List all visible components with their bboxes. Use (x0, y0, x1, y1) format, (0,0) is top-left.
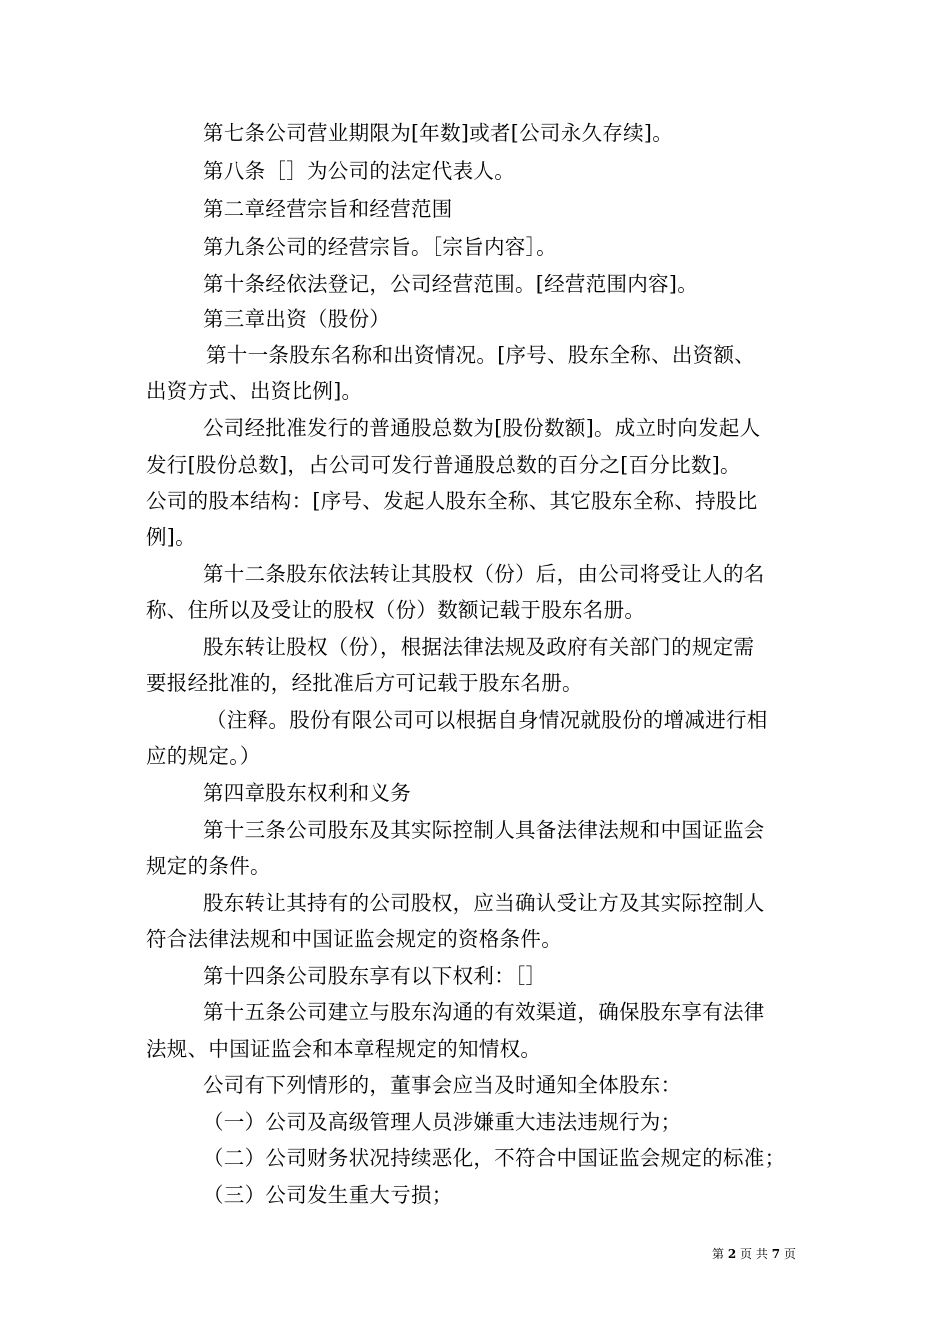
article-10-line: 第十条经依法登记，公司经营范围。[经营范围内容]。 (203, 272, 698, 296)
article-11-line-1: 第十一条股东名称和出资情况。[序号、股东全称、出资额、 (206, 343, 756, 367)
transferee-line-2: 符合法律法规和中国证监会规定的资格条件。 (146, 927, 562, 951)
footer-total-pages: 7 (771, 1247, 781, 1261)
article-14-line: 第十四条公司股东享有以下权利：［］ (203, 964, 547, 988)
share-issue-line-1: 公司经批准发行的普通股总数为[股份数额]。成立时向发起人 (203, 416, 761, 440)
article-13-line-1: 第十三条公司股东及其实际控制人具备法律法规和中国证监会 (203, 818, 765, 842)
article-12-line-2: 称、住所以及受让的股权（份）数额记载于股东名册。 (146, 598, 646, 622)
chapter-3-heading: 第三章出资（股份） (203, 307, 391, 331)
transfer-approval-line-2: 要报经批准的，经批准后方可记载于股东名册。 (146, 671, 583, 695)
article-11-line-2: 出资方式、出资比例]。 (146, 379, 363, 403)
chapter-4-heading: 第四章股东权利和义务 (203, 781, 411, 805)
article-15-line-2: 法规、中国证监会和本章程规定的知情权。 (146, 1037, 542, 1061)
notice-item-3: （三）公司发生重大亏损； (203, 1183, 453, 1207)
article-9-line: 第九条公司的经营宗旨。［宗旨内容］。 (203, 235, 557, 259)
share-structure-line-2: 例]。 (146, 525, 196, 549)
transferee-line-1: 股东转让其持有的公司股权，应当确认受让方及其实际控制人 (203, 891, 765, 915)
share-issue-line-2: 发行[股份总数]，占公司可发行普通股总数的百分之[百分比数]。 (146, 453, 741, 477)
chapter-2-heading: 第二章经营宗旨和经营范围 (203, 197, 453, 221)
notice-intro-line: 公司有下列情形的，董事会应当及时通知全体股东： (203, 1073, 682, 1097)
notice-item-2: （二）公司财务状况持续恶化，不符合中国证监会规定的标准； (203, 1146, 786, 1170)
footer-prefix: 第 (712, 1247, 725, 1261)
footer-middle: 页 共 (740, 1247, 768, 1261)
article-7-line: 第七条公司营业期限为[年数]或者[公司永久存续]。 (203, 121, 673, 145)
article-15-line-1: 第十五条公司建立与股东沟通的有效渠道，确保股东享有法律 (203, 1000, 765, 1024)
note-line-2: 应的规定。） (146, 744, 261, 768)
article-8-line: 第八条［］为公司的法定代表人。 (203, 159, 515, 183)
footer-suffix: 页 (783, 1247, 796, 1261)
page-number-footer (712, 1246, 796, 1262)
article-12-line-1: 第十二条股东依法转让其股权（份）后，由公司将受让人的名 (203, 562, 765, 586)
share-structure-line-1: 公司的股本结构：[序号、发起人股东全称、其它股东全称、持股比 (146, 489, 758, 513)
note-line-1: （注释。股份有限公司可以根据自身情况就股份的增减进行相 (206, 708, 768, 732)
transfer-approval-line-1: 股东转让股权（份），根据法律法规及政府有关部门的规定需 (203, 635, 755, 659)
footer-current-page: 2 (727, 1247, 737, 1261)
notice-item-1: （一）公司及高级管理人员涉嫌重大违法违规行为； (203, 1110, 682, 1134)
article-13-line-2: 规定的条件。 (146, 854, 271, 878)
